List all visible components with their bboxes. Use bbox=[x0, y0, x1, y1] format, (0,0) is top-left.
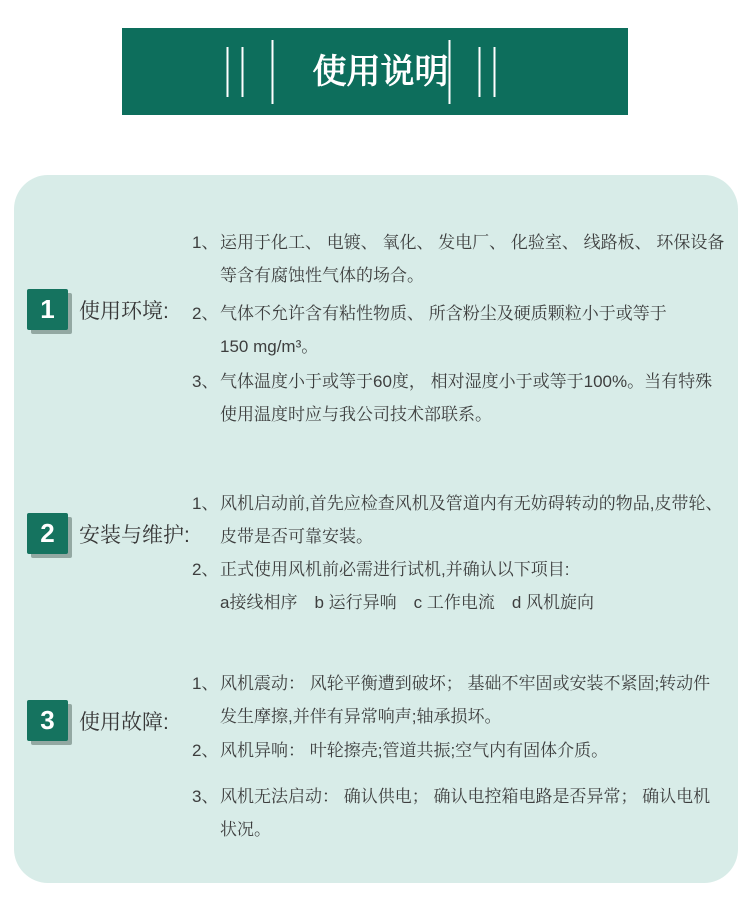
page-title: 使用说明 bbox=[312, 52, 449, 91]
item-number: 1、 bbox=[192, 674, 219, 693]
item-number: 1、 bbox=[192, 494, 219, 513]
list-item bbox=[192, 226, 737, 292]
item-line: 正式使用风机前必需进行试机,并确认以下项目: bbox=[220, 560, 570, 579]
item-number: 3、 bbox=[192, 787, 219, 806]
section-header bbox=[27, 513, 190, 554]
item-line: 风机启动前,首先应检查风机及管道内有无妨碍转动的物品,皮带轮、 bbox=[220, 494, 723, 513]
item-text bbox=[220, 780, 737, 846]
list-item bbox=[192, 553, 737, 619]
item-text bbox=[220, 734, 737, 767]
section-number-badge: 1 bbox=[27, 289, 68, 330]
section-label: 安装与维护: bbox=[79, 523, 190, 547]
section-header bbox=[27, 289, 169, 330]
item-text bbox=[220, 297, 737, 363]
item-line: 发生摩擦,并伴有异常响声;轴承损坏。 bbox=[220, 707, 502, 726]
header-banner-content bbox=[227, 28, 496, 115]
item-line: 风机无法启动： 确认供电； 确认电控箱电路是否异常； 确认电机 bbox=[220, 787, 711, 806]
item-line: 等含有腐蚀性气体的场合。 bbox=[220, 266, 424, 285]
decor-vline-icon bbox=[227, 47, 229, 97]
section-label: 使用故障: bbox=[79, 710, 169, 734]
item-line: a接线相序 b 运行异响 c 工作电流 d 风机旋向 bbox=[220, 593, 595, 612]
list-item bbox=[192, 487, 737, 553]
item-line: 皮带是否可靠安装。 bbox=[220, 527, 373, 546]
item-line: 气体温度小于或等于60度， 相对湿度小于或等于100%。当有特殊 bbox=[220, 372, 713, 391]
item-number: 2、 bbox=[192, 304, 219, 323]
item-line: 风机异响： 叶轮擦壳;管道共振;空气内有固体介质。 bbox=[220, 741, 609, 760]
list-item bbox=[192, 734, 737, 767]
decor-vline-icon bbox=[494, 47, 496, 97]
list-item bbox=[192, 297, 737, 363]
list-item bbox=[192, 667, 737, 733]
header-banner bbox=[122, 28, 628, 115]
section-number-badge: 3 bbox=[27, 700, 68, 741]
item-line: 运用于化工、 电镀、 氧化、 发电厂、 化验室、 线路板、 环保设备 bbox=[220, 233, 725, 252]
item-text bbox=[220, 487, 737, 553]
item-number: 3、 bbox=[192, 372, 219, 391]
item-line: 风机震动： 风轮平衡遭到破坏； 基础不牢固或安装不紧固;转动件 bbox=[220, 674, 711, 693]
decor-vline-icon bbox=[242, 47, 244, 97]
item-number: 2、 bbox=[192, 560, 219, 579]
item-line: 150 mg/m³。 bbox=[220, 337, 319, 356]
decor-vline-icon bbox=[449, 40, 451, 104]
item-line: 状况。 bbox=[220, 820, 271, 839]
item-line: 使用温度时应与我公司技术部联系。 bbox=[220, 405, 492, 424]
item-text bbox=[220, 553, 737, 619]
item-number: 2、 bbox=[192, 741, 219, 760]
section-label: 使用环境: bbox=[79, 299, 169, 323]
item-number: 1、 bbox=[192, 233, 219, 252]
section-header bbox=[27, 700, 169, 741]
list-item bbox=[192, 365, 737, 431]
item-text bbox=[220, 365, 737, 431]
item-text bbox=[220, 667, 737, 733]
section-number-badge: 2 bbox=[27, 513, 68, 554]
decor-vline-icon bbox=[272, 40, 274, 104]
item-text bbox=[220, 226, 737, 292]
list-item bbox=[192, 780, 737, 846]
decor-vline-icon bbox=[479, 47, 481, 97]
content-panel bbox=[14, 175, 738, 883]
item-line: 气体不允许含有粘性物质、 所含粉尘及硬质颗粒小于或等于 bbox=[220, 304, 667, 323]
